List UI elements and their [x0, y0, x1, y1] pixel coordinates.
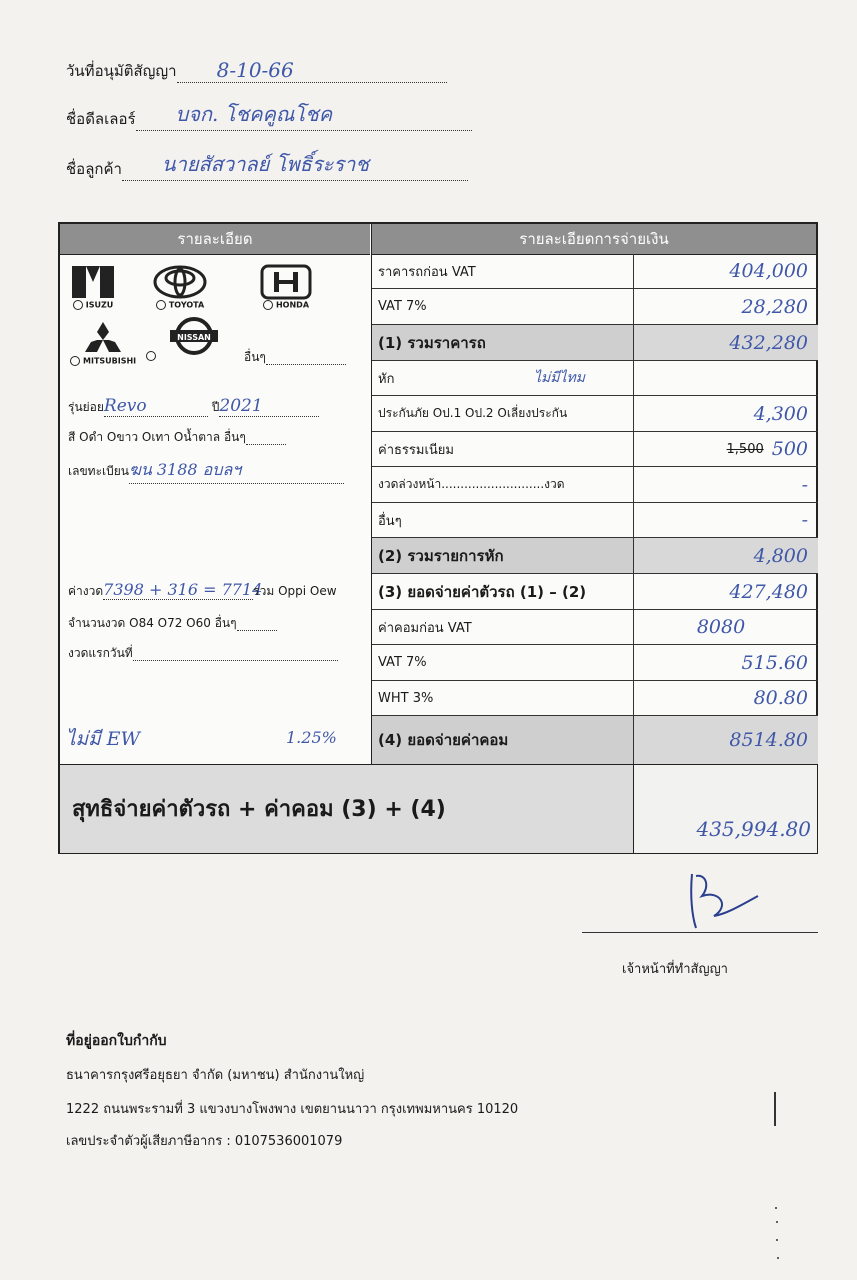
row-car-payment: (3) ยอดจ่ายค่าตัวรถ (1) – (2) 427,480: [372, 574, 818, 610]
isuzu-logo-icon: [70, 264, 116, 300]
installment-value: 7398 + 316 = 7714: [103, 580, 263, 599]
commission-rate-note: 1.25%: [286, 728, 337, 747]
signer-title: เจ้าหน้าที่ทำสัญญา: [622, 962, 728, 977]
row-total-car-price: (1) รวมราคารถ 432,280: [372, 325, 818, 361]
honda-logo-icon: [258, 264, 314, 300]
customer-value: นายสัสวาลย์ โพธิ์ระราช: [122, 156, 468, 181]
fee-original-value: 1,500: [726, 441, 764, 457]
approval-date-value: 8-10-66: [177, 58, 447, 83]
dealer-value: บจก. โชคคูณโชค: [136, 106, 472, 131]
signature-line: [582, 932, 818, 933]
payment-details-header: รายละเอียดการจ่ายเงิน: [372, 224, 816, 255]
net-payment-row: [60, 764, 816, 853]
approval-date-field: [66, 58, 447, 83]
brand-nissan: [166, 316, 222, 356]
brand-honda: HONDA: [258, 264, 314, 310]
row-advance-installment: งวดล่วงหน้า...........................งวด -: [372, 467, 818, 503]
terms-field: จำนวนงวด O84 O72 O60 อื่นๆ: [68, 614, 277, 633]
approval-date-label: วันที่อนุมัติสัญญา: [66, 62, 177, 80]
extended-warranty-note: ไม่มี EW: [66, 728, 141, 750]
year-value: 2021: [219, 396, 319, 417]
payment-details-column: [372, 224, 818, 764]
plate-field: เลขทะเบียนฆน 3188 อบลฯ: [68, 458, 344, 484]
page-edge-marks-icon: [770, 1090, 784, 1270]
dealer-field: [66, 102, 472, 131]
dealer-label: ชื่อดีลเลอร์: [66, 110, 136, 128]
first-installment-field: งวดแรกวันที่: [68, 644, 338, 663]
brand-other: อื่นๆ: [244, 348, 346, 367]
row-deductions-header: หัก ไม่มีไทม: [372, 361, 818, 396]
net-payment-cell: [633, 765, 817, 853]
invoice-address-heading: ที่อยู่ออกใบกำกับ: [66, 1033, 167, 1049]
invoice-address-line2: 1222 ถนนพระรามที่ 3 แขวงบางโพงพาง เขตยานนาวา กรุงเทพมหานคร 10120: [66, 1102, 519, 1117]
installment-field: ค่างวด7398 + 316 = 7714รวม Oppi Oew: [68, 580, 337, 599]
net-payment-value: 435,994.80: [696, 817, 811, 841]
details-header: รายละเอียด: [60, 224, 370, 255]
row-wht: WHT 3% 80.80: [372, 681, 818, 716]
mitsubishi-logo-icon: [80, 320, 126, 356]
customer-field: [66, 152, 468, 181]
color-options: สี Oดำ Oขาว Oเทา Oน้ำตาล อื่นๆ: [68, 430, 246, 444]
svg-text:NISSAN: NISSAN: [177, 333, 211, 342]
nissan-logo-icon: [166, 316, 222, 356]
details-column: [60, 224, 372, 764]
row-total-deductions: (2) รวมรายการหัก 4,800: [372, 538, 818, 574]
model-field: รุ่นย่อยRevo ปี2021: [68, 396, 319, 417]
row-commission-before-vat: ค่าคอมก่อน VAT 8080: [372, 610, 818, 645]
payment-form-table: [58, 222, 818, 854]
row-insurance: ประกันภัย Oป.1 Oป.2 Oเลี่ยงประกัน 4,300: [372, 396, 818, 432]
model-value: Revo: [104, 396, 208, 417]
toyota-logo-icon: [152, 264, 208, 300]
row-fee: ค่าธรรมเนียม 1,500 500: [372, 432, 818, 467]
brand-isuzu: ISUZU: [70, 264, 116, 310]
color-field: [68, 428, 286, 447]
row-other: อื่นๆ -: [372, 503, 818, 538]
brand-toyota: TOYOTA: [152, 264, 208, 310]
invoice-address-tax-id: เลขประจำตัวผู้เสียภาษีอากร : 0107536001079: [66, 1134, 343, 1149]
brand-nissan-option[interactable]: [146, 348, 159, 362]
invoice-address-line1: ธนาคารกรุงศรีอยุธยา จำกัด (มหาชน) สำนักงานใหญ่: [66, 1068, 365, 1083]
fee-value: 500: [771, 438, 808, 460]
row-vat: VAT 7% 28,280: [372, 289, 818, 325]
plate-value: ฆน 3188 อบลฯ: [129, 458, 344, 484]
net-payment-label: สุทธิจ่ายค่าตัวรถ + ค่าคอม (3) + (4): [72, 797, 446, 822]
row-total-commission: (4) ยอดจ่ายค่าคอม 8514.80: [372, 716, 818, 764]
signature-mark-icon: [680, 866, 764, 936]
brand-mitsubishi: MITSUBISHI: [70, 320, 136, 366]
customer-label: ชื่อลูกค้า: [66, 160, 122, 178]
row-price-before-vat: ราคารถก่อน VAT 404,000: [372, 254, 818, 289]
row-commission-vat: VAT 7% 515.60: [372, 645, 818, 681]
